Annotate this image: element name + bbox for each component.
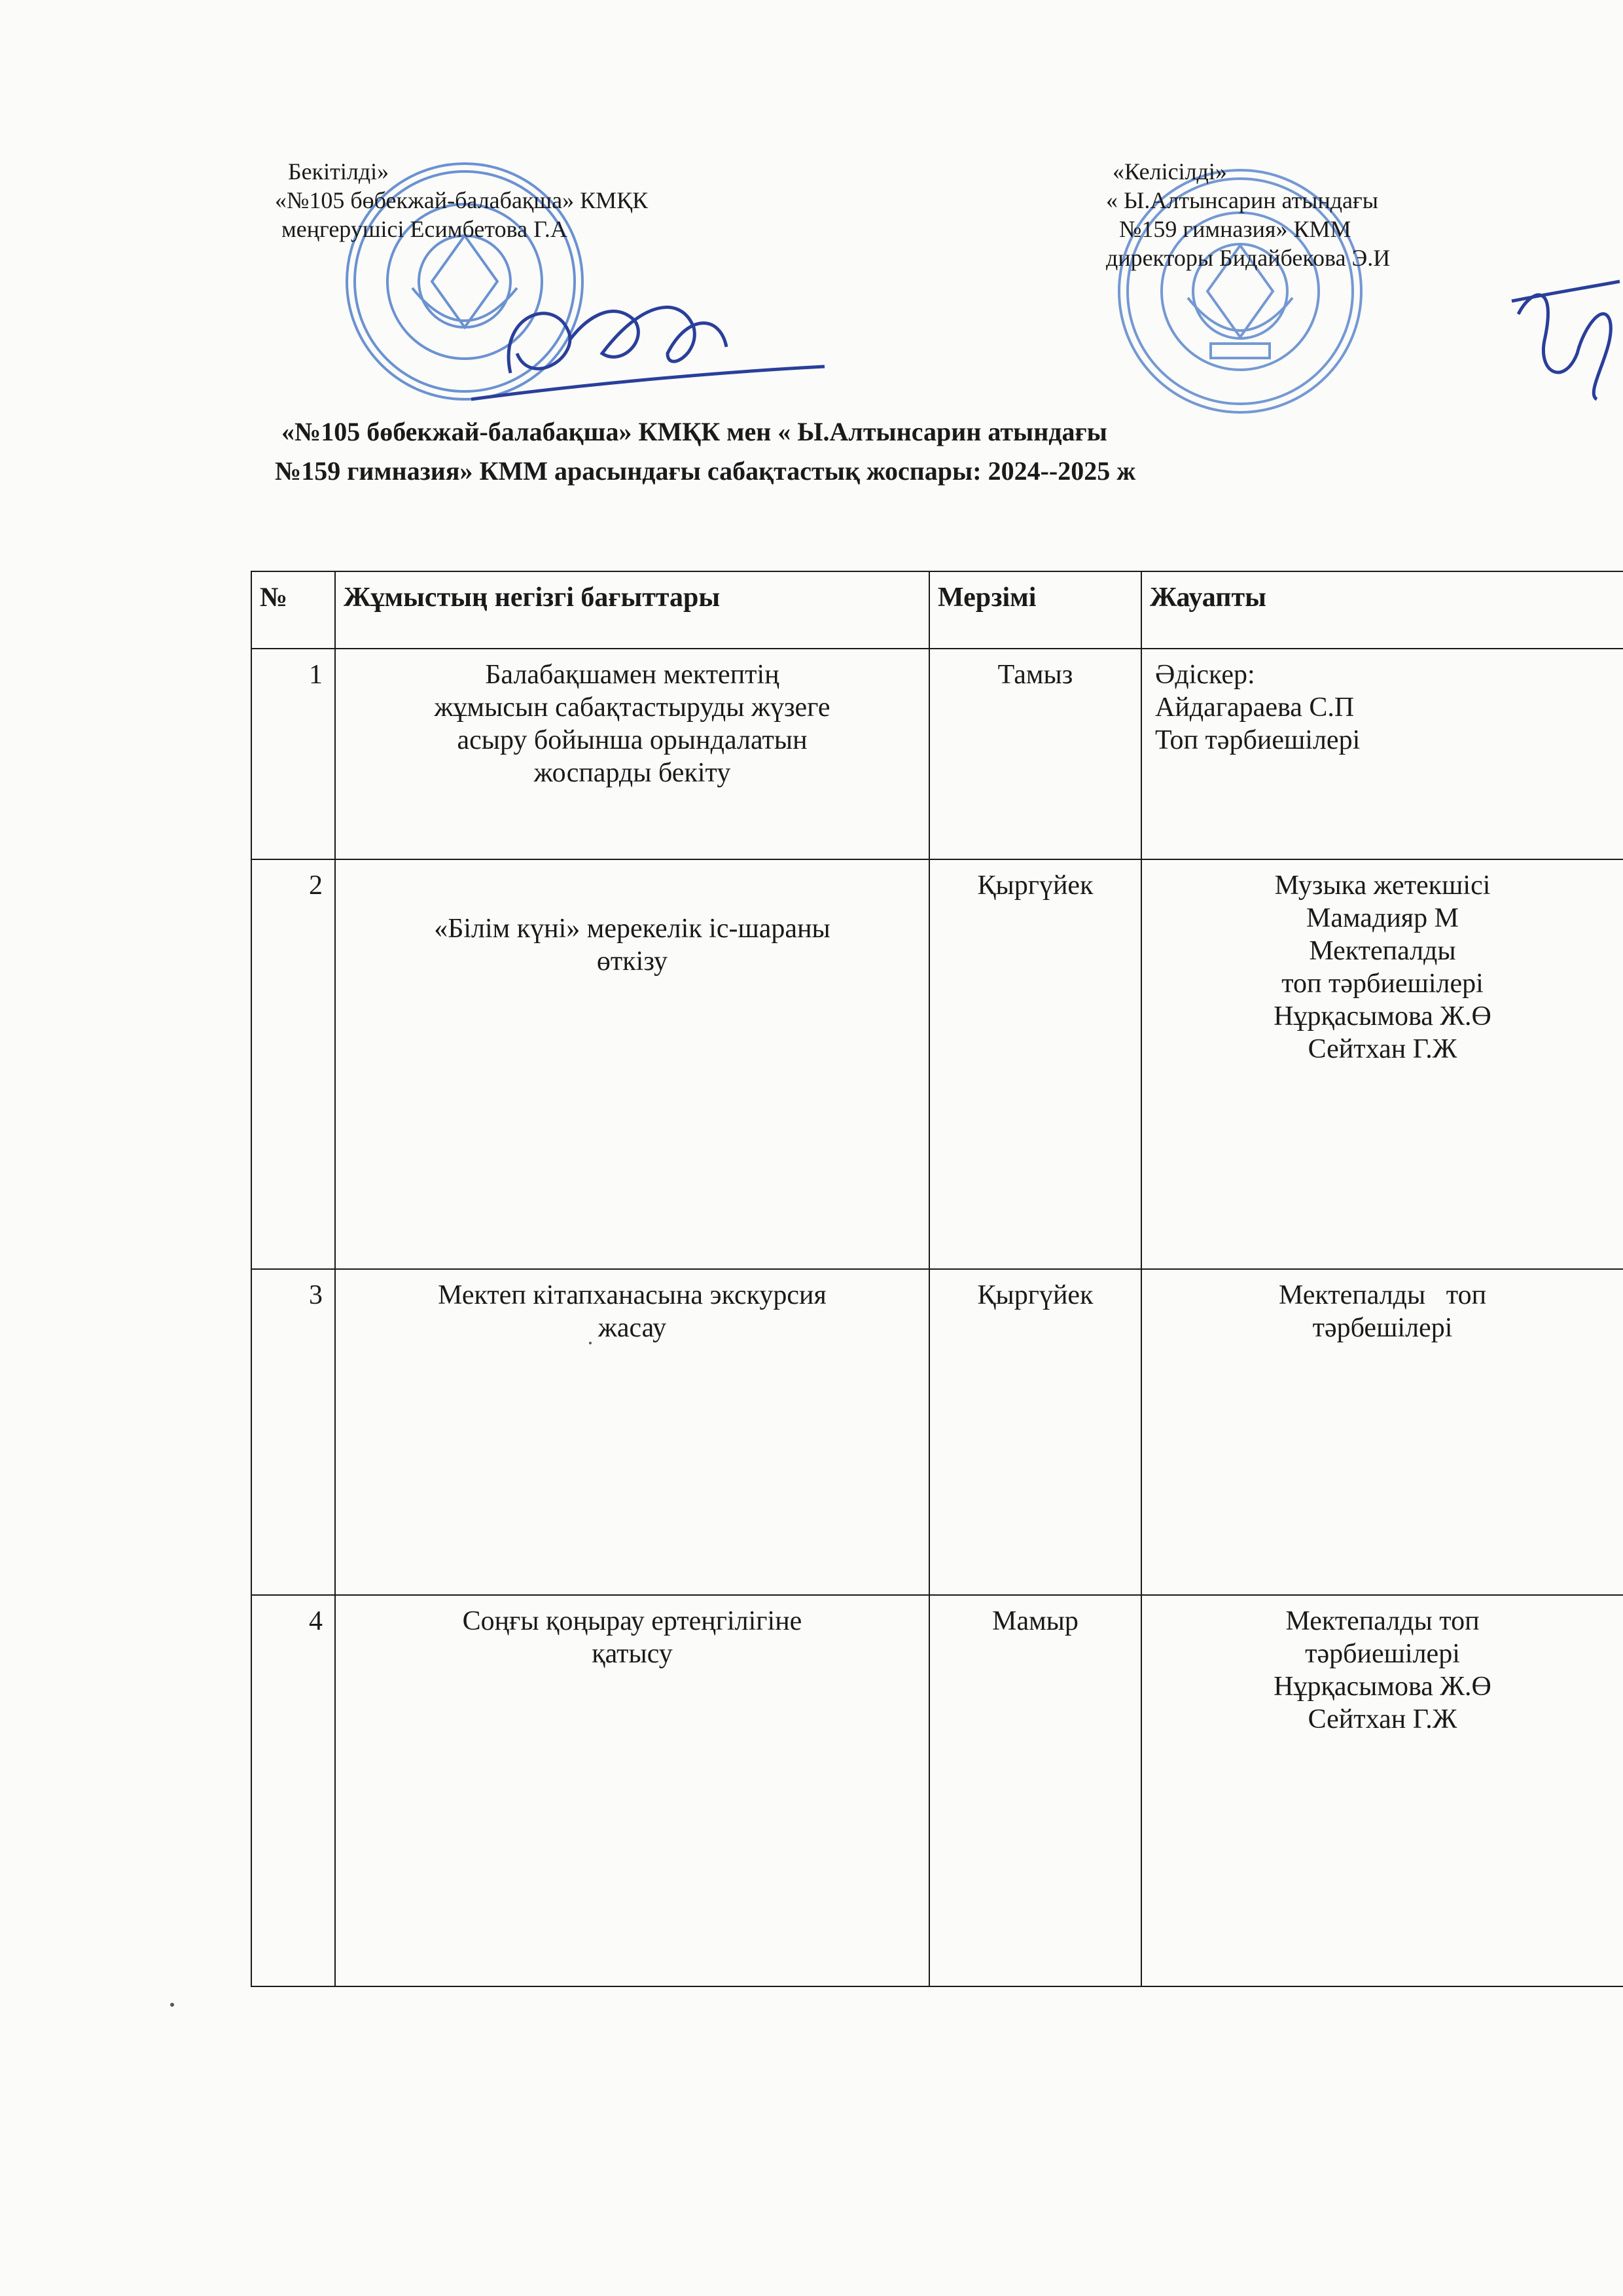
header-term: Мерзімі: [929, 571, 1141, 649]
agreement-line-2: « Ы.Алтынсарин атындағы: [1106, 187, 1378, 213]
responsible-line: Нұрқасымова Ж.Ө: [1274, 1672, 1491, 1702]
row-number: 4: [251, 1595, 335, 1986]
row-responsible: [1141, 649, 1623, 859]
agreement-block: [1106, 157, 1390, 272]
table-row: [251, 859, 1623, 1269]
responsible-line: Мектепалды топ: [1278, 1280, 1487, 1310]
responsible-line: тәрбешілері: [1312, 1313, 1453, 1343]
row-responsible: [1141, 1269, 1623, 1595]
direction-line: жұмысын сабақтастыруды жүзеге: [434, 692, 830, 723]
approval-line-1: Бекітілді»: [288, 158, 389, 185]
direction-line: жоспарды бекіту: [533, 758, 731, 788]
row-responsible: [1141, 859, 1623, 1269]
row-direction: [335, 1595, 929, 1986]
direction-line: Мектеп кітапханасына экскурсия: [438, 1280, 827, 1310]
row-term: Қыргүйек: [929, 859, 1141, 1269]
title-line-1: «№105 бөбекжай-балабақша» КМҚК мен « Ы.Алтынсарин атындағы: [281, 417, 1107, 446]
row-responsible: [1141, 1595, 1623, 1986]
table-row: [251, 1269, 1623, 1595]
responsible-line: тәрбиешілері: [1305, 1639, 1460, 1669]
approval-line-3: меңгерушісі Есимбетова Г.А: [281, 216, 567, 242]
direction-line: «Білім күні» мерекелік іс-шараны: [434, 914, 830, 944]
row-number: 2: [251, 859, 335, 1269]
table-row: [251, 649, 1623, 859]
row-term: Мамыр: [929, 1595, 1141, 1986]
responsible-line: Сейтхан Г.Ж: [1308, 1704, 1457, 1734]
row-direction: [335, 649, 929, 859]
row-term: Тамыз: [929, 649, 1141, 859]
approval-block: [275, 157, 648, 243]
responsible-line: Мамадияр М: [1306, 903, 1459, 933]
document-title: [275, 412, 1135, 491]
responsible-line: Нұрқасымова Ж.Ө: [1274, 1001, 1491, 1031]
direction-line: асыру бойынша орындалатын: [457, 725, 808, 755]
header-number: №: [251, 571, 335, 649]
responsible-line: Әдіскер:: [1155, 660, 1255, 690]
scan-speck: [170, 2003, 174, 2007]
responsible-line: Айдагараева С.П: [1155, 692, 1355, 723]
row-number: 3: [251, 1269, 335, 1595]
continuity-plan-table: [251, 571, 1623, 1987]
header-direction: Жұмыстың негізгі бағыттары: [335, 571, 929, 649]
responsible-line: топ тәрбиешілері: [1281, 969, 1484, 999]
responsible-line: Топ тәрбиешілері: [1155, 725, 1361, 755]
direction-line: жасау: [597, 1313, 667, 1343]
approval-line-2: «№105 бөбекжай-балабақша» КМҚК: [275, 187, 649, 213]
direction-line: Соңғы қоңырау ертеңгілігіне: [462, 1606, 802, 1636]
table-row: [251, 1595, 1623, 1986]
header-responsible: Жауапты: [1141, 571, 1623, 649]
direction-line: өткізу: [596, 946, 668, 977]
scan-speck: [589, 1342, 592, 1344]
table-header-row: [251, 571, 1623, 649]
direction-line: Балабақшамен мектептің: [485, 660, 779, 690]
signature-left: [471, 275, 838, 406]
title-line-2: №159 гимназия» КММ арасындағы сабақтастық жоспары: 2024--2025 ж: [275, 456, 1136, 486]
responsible-line: Музыка жетекшісі: [1274, 870, 1491, 901]
row-number: 1: [251, 649, 335, 859]
agreement-line-1: «Келісілді»: [1113, 158, 1227, 185]
responsible-line: Мектепалды: [1309, 936, 1456, 966]
row-direction: [335, 859, 929, 1269]
row-term: Қыргүйек: [929, 1269, 1141, 1595]
responsible-line: Мектепалды топ: [1285, 1606, 1480, 1636]
agreement-line-4: директоры Бидайбекова Э.И: [1106, 245, 1391, 271]
agreement-line-3: №159 гимназия» КММ: [1119, 216, 1351, 242]
row-direction: [335, 1269, 929, 1595]
responsible-line: Сейтхан Г.Ж: [1308, 1034, 1457, 1064]
direction-line: қатысу: [592, 1639, 673, 1669]
signature-right: [1505, 262, 1623, 406]
